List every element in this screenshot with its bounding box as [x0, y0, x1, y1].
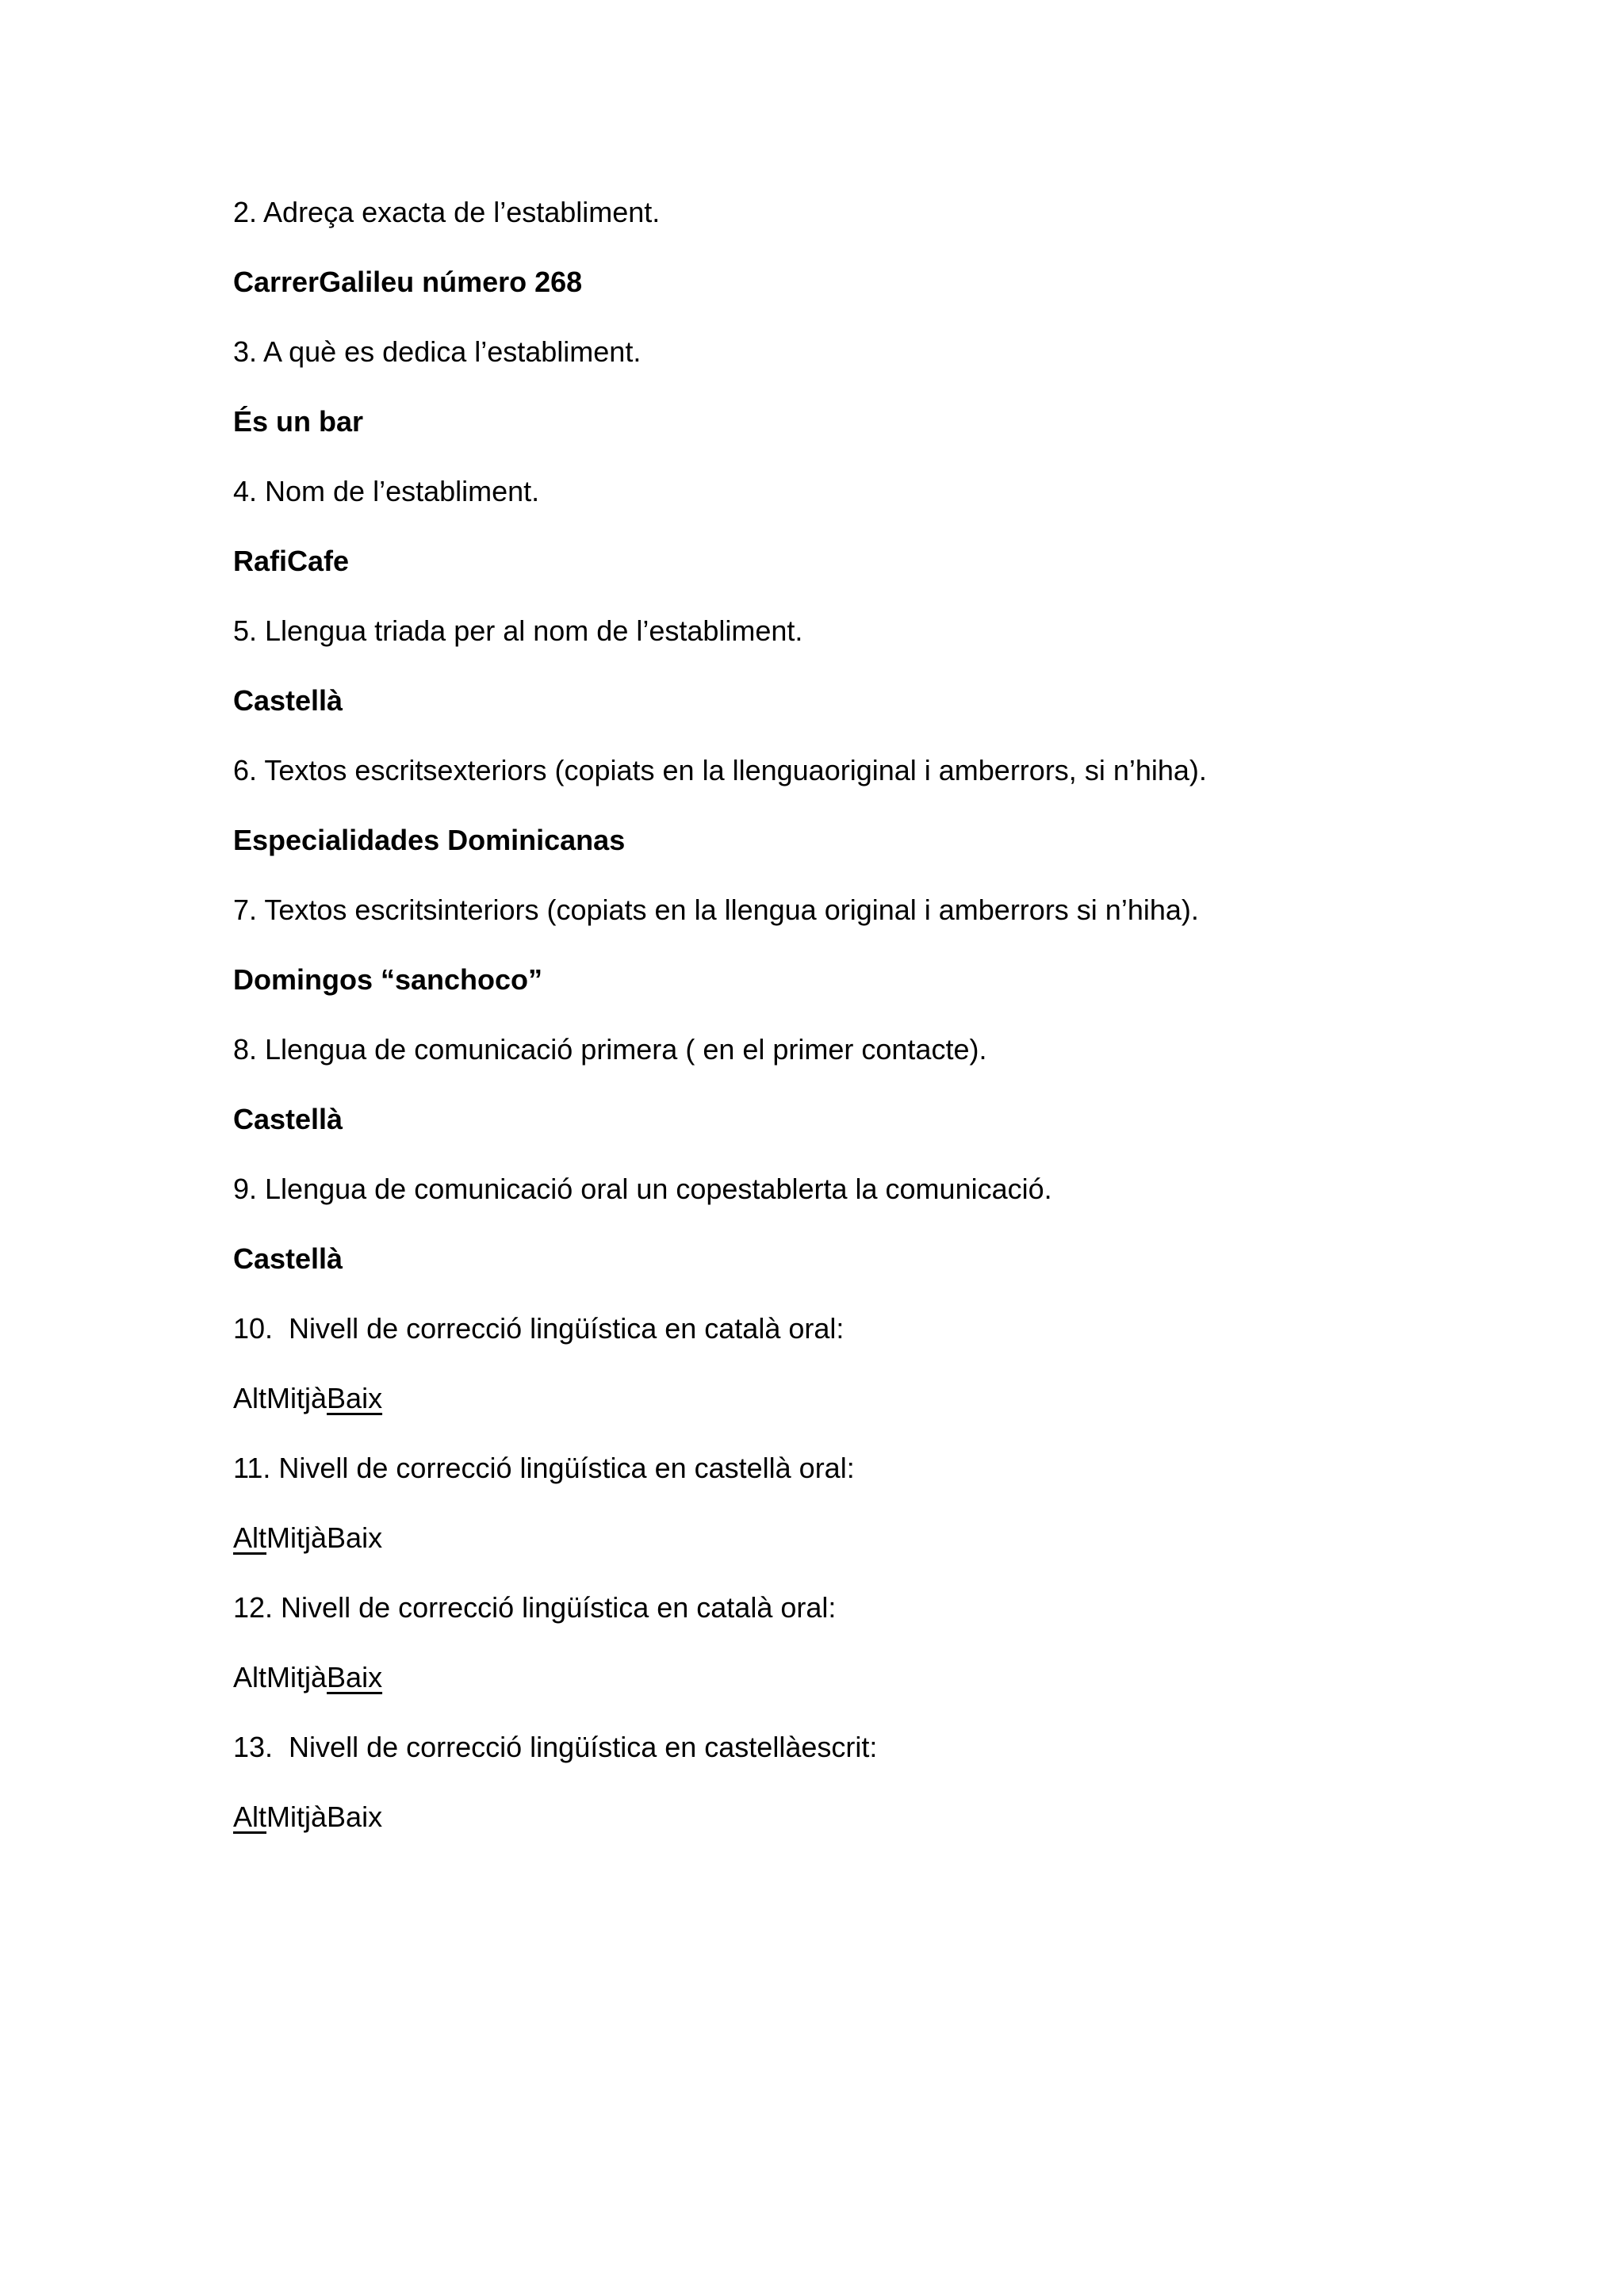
question-4: 4. Nom de l’establiment.	[233, 475, 540, 507]
level-option-mitja: Mitjà	[266, 1800, 327, 1833]
level-option-mitja: Mitjà	[266, 1382, 327, 1414]
question-9: 9. Llengua de comunicació oral un copestablerta la comunicació.	[233, 1173, 1052, 1205]
level-option-baix: Baix	[327, 1521, 383, 1554]
level-options-13	[233, 1793, 1518, 1863]
level-option-alt: Alt	[233, 1800, 267, 1833]
answer-5: Castellà	[233, 684, 343, 717]
answer-3: És un bar	[233, 405, 364, 438]
answer-2: CarrerGalileu número 268	[233, 266, 583, 298]
question-7: 7. Textos escritsinteriors (copiats en la llengua original i amberrors si n’hiha).	[233, 894, 1199, 926]
question-6: 6. Textos escritsexteriors (copiats en la llenguaoriginal i amberrors, si n’hiha).	[233, 754, 1207, 786]
level-options-12	[233, 1654, 1518, 1724]
question-12: 12. Nivell de correcció lingüística en català oral:	[233, 1591, 837, 1624]
level-option-alt: Alt	[233, 1661, 267, 1693]
level-option-alt: Alt	[233, 1382, 267, 1414]
questionnaire	[233, 189, 1518, 1863]
level-options-10	[233, 1375, 1518, 1445]
question-8: 8. Llengua de comunicació primera ( en el primer contacte).	[233, 1033, 987, 1066]
answer-4: RafiCafe	[233, 545, 350, 577]
answer-8: Castellà	[233, 1103, 343, 1135]
level-option-mitja: Mitjà	[266, 1521, 327, 1554]
level-option-baix: Baix	[327, 1661, 383, 1693]
level-option-baix: Baix	[327, 1800, 383, 1833]
question-5: 5. Llengua triada per al nom de l’establiment.	[233, 614, 803, 647]
level-options-11	[233, 1514, 1518, 1584]
level-option-baix: Baix	[327, 1382, 383, 1414]
answer-7: Domingos “sanchoco”	[233, 963, 543, 996]
question-13: 13. Nivell de correcció lingüística en castellàescrit:	[233, 1731, 878, 1763]
question-3: 3. A què es dedica l’establiment.	[233, 335, 642, 368]
question-10: 10. Nivell de correcció lingüística en català oral:	[233, 1312, 845, 1345]
question-2: 2. Adreça exacta de l’establiment.	[233, 196, 661, 228]
question-11: 11. Nivell de correcció lingüística en castellà oral:	[233, 1452, 855, 1484]
level-option-mitja: Mitjà	[266, 1661, 327, 1693]
level-option-alt: Alt	[233, 1521, 267, 1554]
answer-6: Especialidades Dominicanas	[233, 824, 626, 856]
answer-9: Castellà	[233, 1242, 343, 1275]
